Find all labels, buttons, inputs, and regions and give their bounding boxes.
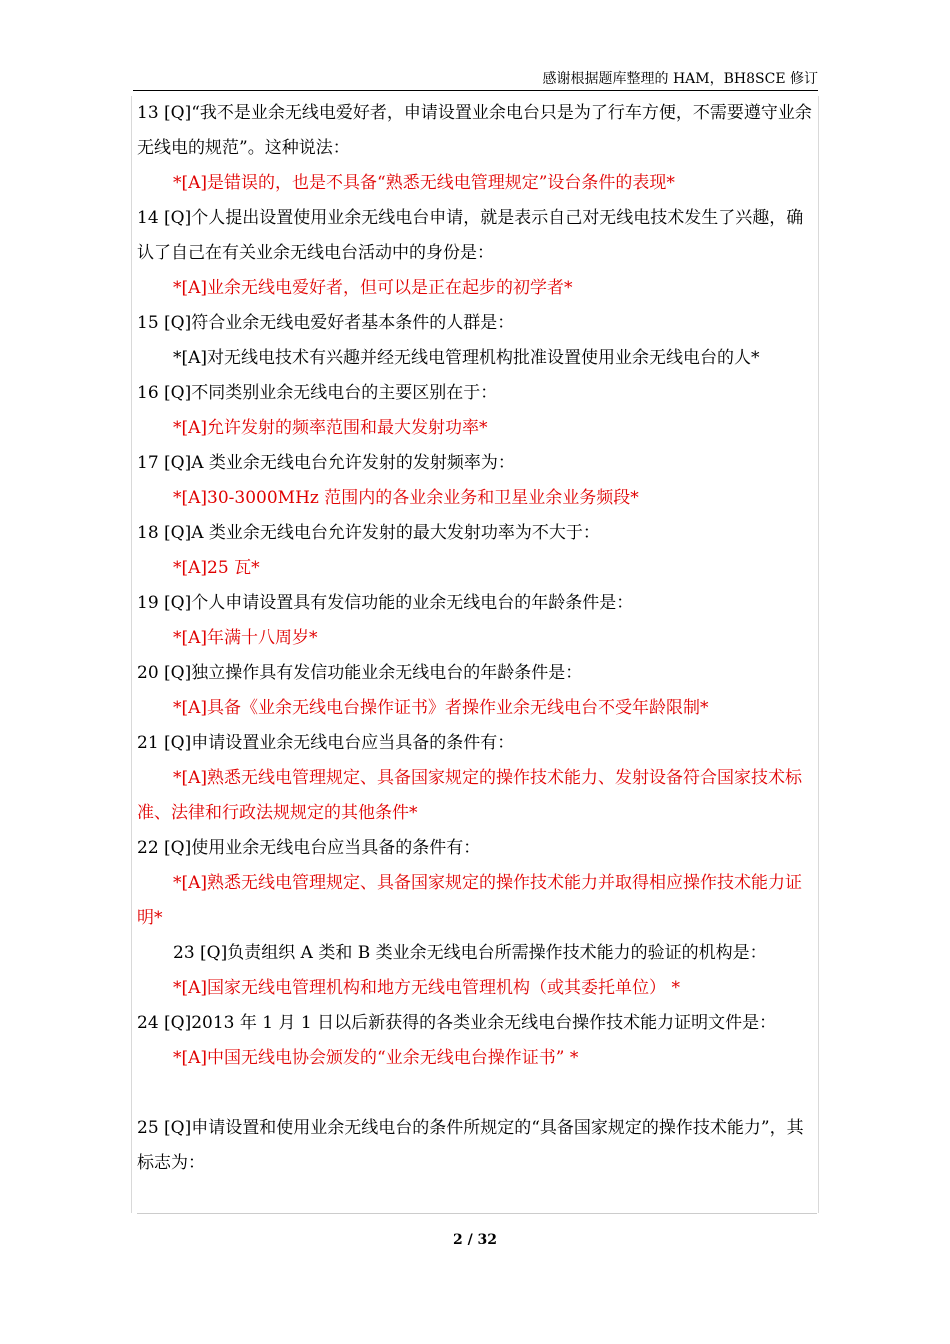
answer-19: *[A]年满十八周岁* (173, 628, 318, 648)
question-15: 15 [Q]符合业余无线电爱好者基本条件的人群是： (137, 313, 515, 333)
answer-17: *[A]30-3000MHz 范围内的各业余业务和卫星业余业务频段* (173, 488, 639, 508)
question-20: 20 [Q]独立操作具有发信功能业余无线电台的年龄条件是： (137, 663, 583, 683)
margin-line-left (131, 96, 132, 1213)
answer-24: *[A]中国无线电协会颁发的“业余无线电台操作证书” * (173, 1048, 579, 1068)
question-22: 22 [Q]使用业余无线电台应当具备的条件有： (137, 838, 481, 858)
page-body (137, 96, 817, 1214)
question-21: 21 [Q]申请设置业余无线电台应当具备的条件有： (137, 733, 515, 753)
answer-14: *[A]业余无线电爱好者，但可以是正在起步的初学者* (173, 278, 573, 298)
question-19: 19 [Q]个人申请设置具有发信功能的业余无线电台的年龄条件是： (137, 593, 634, 613)
answer-18: *[A]25 瓦* (173, 558, 260, 578)
answer-22: *[A]熟悉无线电管理规定、具备国家规定的操作技术能力并取得相应操作技术能力证明* (137, 873, 803, 928)
question-14: 14 [Q]个人提出设置使用业余无线电台申请，就是表示自己对无线电技术发生了兴趣，确认了自己在有关业余无线电台活动中的身份是： (137, 208, 804, 263)
question-13: 13 [Q]“我不是业余无线电爱好者，申请设置业余电台只是为了行车方便，不需要遵守业余无线电的规范”。这种说法： (137, 103, 812, 158)
question-16: 16 [Q]不同类别业余无线电台的主要区别在于： (137, 383, 498, 403)
blank-line (137, 1076, 817, 1111)
question-18: 18 [Q]A 类业余无线电台允许发射的最大发射功率为不大于： (137, 523, 600, 543)
question-25: 25 [Q]申请设置和使用业余无线电台的条件所规定的“具备国家规定的操作技术能力”，其标志为： (137, 1118, 804, 1173)
margin-line-right (818, 96, 819, 1213)
answer-23: *[A]国家无线电管理机构和地方无线电管理机构（或其委托单位） * (173, 978, 680, 998)
question-23: 23 [Q]负责组织 A 类和 B 类业余无线电台所需操作技术能力的验证的机构是： (173, 943, 767, 963)
page-header: 感谢根据题库整理的 HAM，BH8SCE 修订 (133, 68, 818, 91)
question-24: 24 [Q]2013 年 1 月 1 日以后新获得的各类业余无线电台操作技术能力证明文件是： (137, 1013, 777, 1033)
answer-13: *[A]是错误的，也是不具备“熟悉无线电管理规定”设台条件的表现* (173, 173, 675, 193)
answer-21: *[A]熟悉无线电管理规定、具备国家规定的操作技术能力、发射设备符合国家技术标准、法律和行政法规规定的其他条件* (137, 768, 803, 823)
answer-20: *[A]具备《业余无线电台操作证书》者操作业余无线电台不受年龄限制* (173, 698, 709, 718)
answer-16: *[A]允许发射的频率范围和最大发射功率* (173, 418, 488, 438)
question-17: 17 [Q]A 类业余无线电台允许发射的发射频率为： (137, 453, 515, 473)
page-number: 2 / 32 (452, 1232, 498, 1248)
answer-15: *[A]对无线电技术有兴趣并经无线电管理机构批准设置使用业余无线电台的人* (173, 348, 760, 368)
